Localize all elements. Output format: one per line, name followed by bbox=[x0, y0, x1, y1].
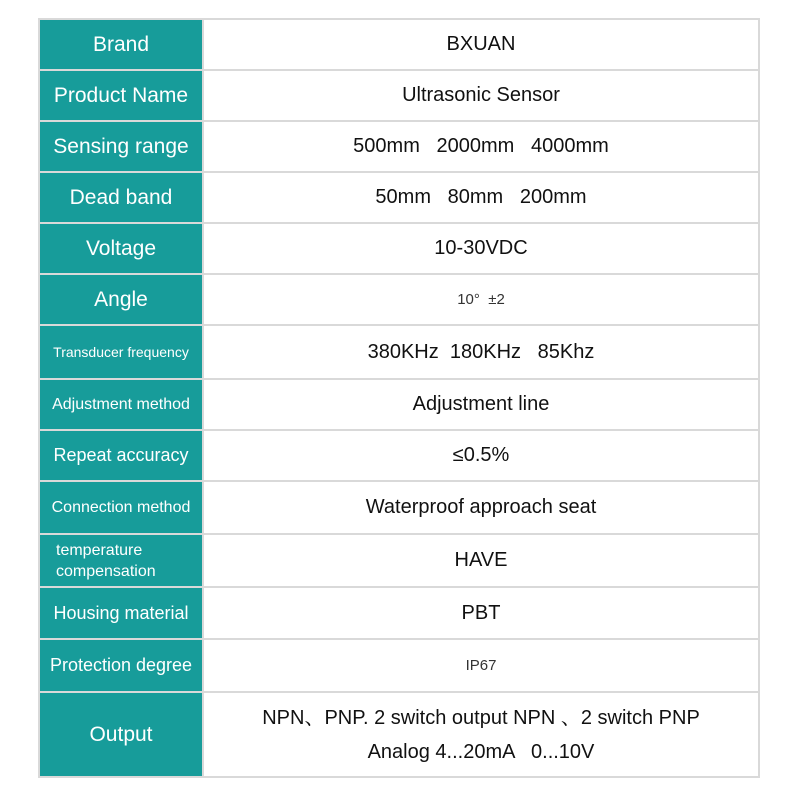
row-label: Angle bbox=[40, 275, 204, 324]
table-row-output bbox=[40, 693, 758, 776]
row-label: Brand bbox=[40, 20, 204, 69]
table-row-repeat-accuracy bbox=[40, 431, 758, 482]
row-value bbox=[204, 693, 758, 776]
table-row-connection-method bbox=[40, 482, 758, 535]
row-label: Protection degree bbox=[40, 640, 204, 691]
row-label: Dead band bbox=[40, 173, 204, 222]
table-row-product-name bbox=[40, 71, 758, 122]
row-label: temperature compensation bbox=[40, 535, 204, 586]
row-value: PBT bbox=[461, 601, 501, 624]
row-label: Housing material bbox=[40, 588, 204, 638]
row-value: Adjustment line bbox=[412, 393, 550, 415]
table-row-temperature-compensation bbox=[40, 535, 758, 588]
table-row-transducer-frequency bbox=[40, 326, 758, 380]
table-row-housing-material bbox=[40, 588, 758, 640]
spec-table bbox=[38, 18, 760, 778]
row-value: 10-30VDC bbox=[434, 237, 528, 259]
row-value: 380KHz 180KHz 85Khz bbox=[367, 340, 595, 363]
row-label: Voltage bbox=[40, 224, 204, 273]
row-label: Product Name bbox=[40, 71, 204, 120]
output-line-1: NPN、PNP. 2 switch output NPN 、2 switch PNP bbox=[262, 706, 700, 729]
row-label: Transducer frequency bbox=[40, 326, 204, 378]
row-value: 50mm 80mm 200mm bbox=[375, 186, 587, 208]
table-row-protection-degree bbox=[40, 640, 758, 693]
row-value: BXUAN bbox=[446, 33, 516, 55]
row-value: 500mm 2000mm 4000mm bbox=[353, 135, 609, 157]
row-value: ≤0.5% bbox=[452, 444, 510, 466]
table-row-dead-band bbox=[40, 173, 758, 224]
row-label: Connection method bbox=[40, 482, 204, 533]
table-row-angle bbox=[40, 275, 758, 326]
row-label: Sensing range bbox=[40, 122, 204, 171]
row-label: Output bbox=[40, 693, 204, 776]
table-row-brand bbox=[40, 20, 758, 71]
row-label: Adjustment method bbox=[40, 380, 204, 429]
row-label: Repeat accuracy bbox=[40, 431, 204, 480]
row-value: Waterproof approach seat bbox=[365, 496, 597, 518]
row-value: Ultrasonic Sensor bbox=[402, 84, 560, 106]
table-row-sensing-range bbox=[40, 122, 758, 173]
table-row-voltage bbox=[40, 224, 758, 275]
output-line-2: Analog 4...20mA 0...10V bbox=[367, 740, 595, 763]
row-value: 10° ±2 bbox=[457, 291, 505, 308]
row-value: IP67 bbox=[465, 657, 497, 674]
row-value: HAVE bbox=[454, 549, 508, 571]
table-row-adjustment-method bbox=[40, 380, 758, 431]
